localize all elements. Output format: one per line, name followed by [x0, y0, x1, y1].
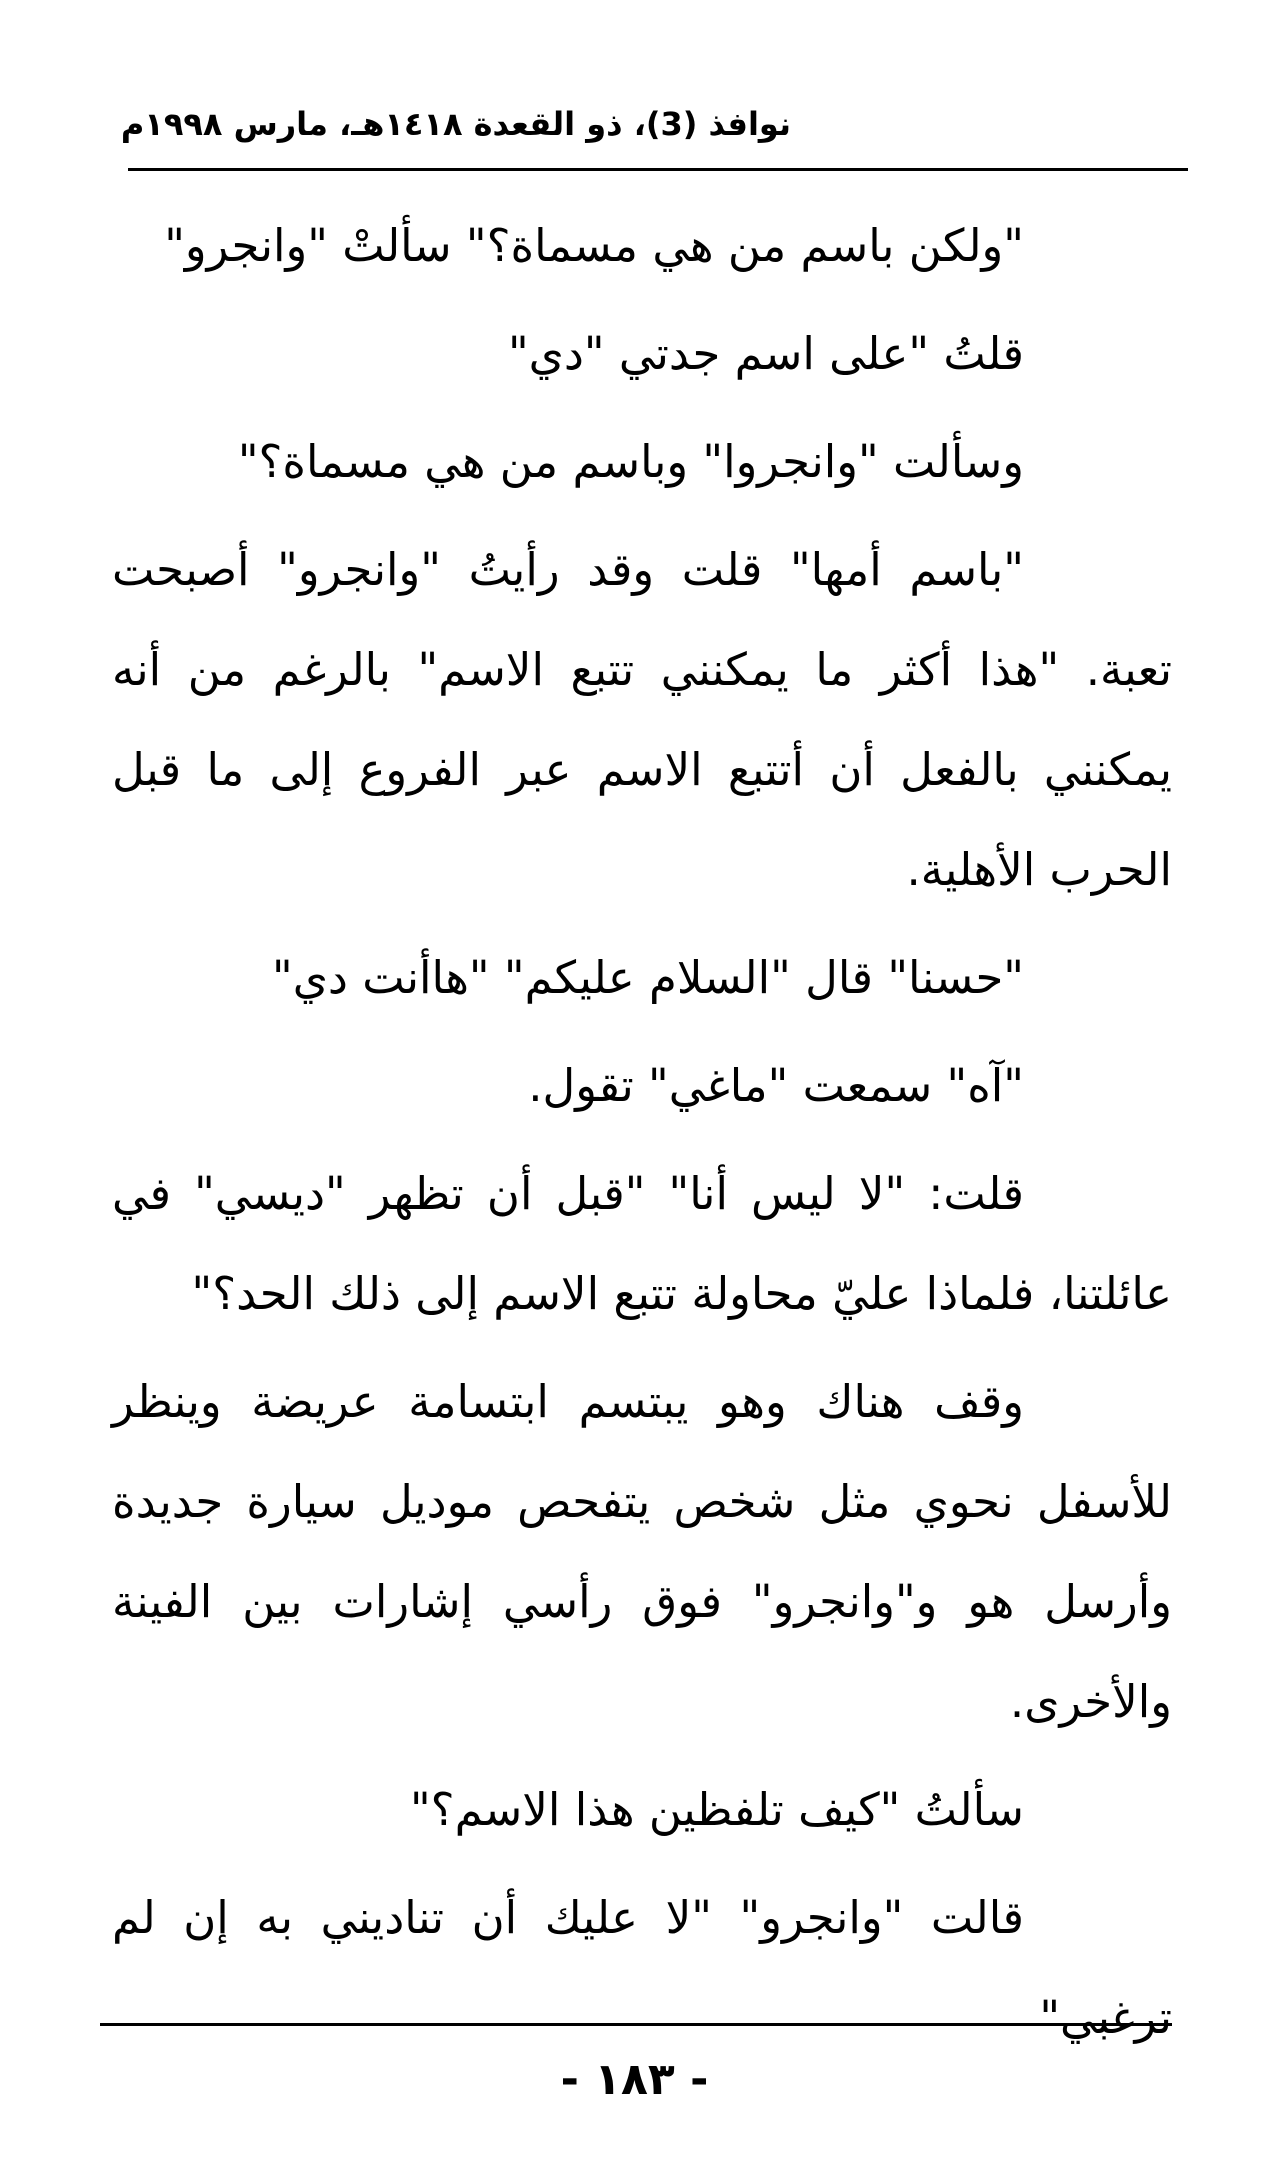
paragraph: "آه" سمعت "ماغي" تقول. [528, 1059, 1024, 1112]
page-number: - ١٨٣ - [560, 2054, 709, 2105]
paragraph: سألتُ "كيف تلفظين هذا الاسم؟" [409, 1783, 1024, 1836]
body-text [112, 196, 1172, 2076]
paragraph: قلتُ "على اسم جدتي "دي" [507, 327, 1024, 380]
paragraph: "باسم أمها" قلت وقد رأيتُ "وانجرو" أصبحت تعبة. "هذا أكثر ما يمكنني تتبع الاسم" بالرغم من أنه يمكنني بالفعل أن أتتبع الاسم عبر الفروع إلى ما قبل الحرب الأهلية. [112, 543, 1172, 896]
footer-rule [100, 2023, 1172, 2026]
paragraph: قلت: "لا ليس أنا" "قبل أن تظهر "ديسي" في عائلتنا، فلماذا عليّ محاولة تتبع الاسم إلى ذلك الحد؟" [112, 1167, 1172, 1320]
header-rule [128, 168, 1188, 171]
paragraph: وقف هناك وهو يبتسم ابتسامة عريضة وينظر للأسفل نحوي مثل شخص يتفحص موديل سيارة جديدة وأرسل هو و"وانجرو" فوق رأسي إشارات بين الفينة والأخرى. [112, 1375, 1172, 1728]
paragraph: "ولكن باسم من هي مسماة؟" سألتْ "وانجرو" [164, 219, 1024, 272]
paragraph: "حسنا" قال "السلام عليكم" "هاأنت دي" [272, 951, 1024, 1004]
paragraph: وسألت "وانجروا" وباسم من هي مسماة؟" [237, 435, 1024, 488]
running-header: نوافذ (3)، ذو القعدة ١٤١٨هـ، مارس ١٩٩٨م [120, 105, 791, 143]
paragraph: قالت "وانجرو" "لا عليك أن تناديني به إن لم ترغبي" [112, 1891, 1172, 2044]
